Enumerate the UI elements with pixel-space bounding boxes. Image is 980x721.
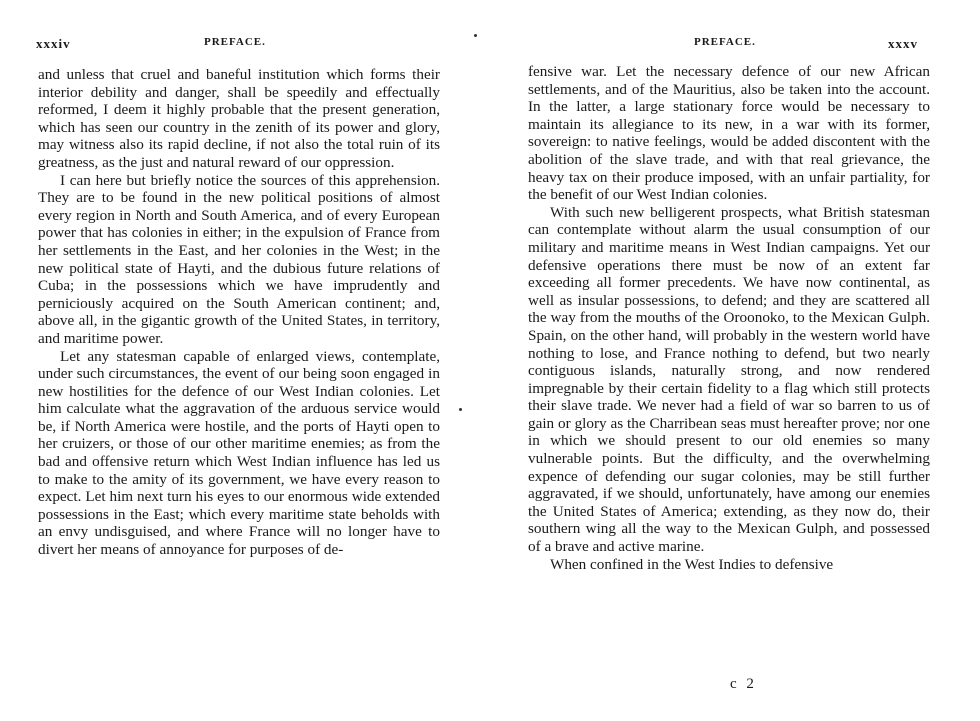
left-paragraph-1: and unless that cruel and baneful institution which forms their interior debility and danger, shall be speedily and effectually reformed, I deem it highly probable that the present generation, which has seen our country in the zenith of its power and glory, may witness also its rapid decline, if not also the total ruin of its greatness, as the just and natural reward of our oppression. (38, 66, 440, 171)
right-paragraph-1: fensive war. Let the necessary defence of our new African settlements, and of the Mauritius, also be taken into the account. In the latter, a large stationary force would be necessary to maintain its allegiance to its new, in a war with its former, sovereign: to native feelings, would be added discontent with the abolition of the slave trade, and with that real grievance, the heavy tax on their produce imposed, with an unfair partiality, for the benefit of our West Indian colonies. (528, 63, 930, 204)
gutter-speck (474, 34, 477, 37)
right-paragraph-2: With such new belligerent prospects, what British statesman can contemplate without alarm the usual consumption of our military and maritime means in West Indian campaigns. Yet our defensive operations there must be now of an extent far exceeding all former precedents. We have now continental, as well as insular possessions, to defend; and they are scattered all the way from the mouths of the Oroonoko, to the Mexican Gulph. Spain, on the other hand, will probably in the western world have nothing to lose, and France nothing to defend, but two nearly contiguous islands, naturally strong, and now rendered impregnable by their certain fidelity to a flag which still protects their slave trade. We never had a field of war so barren to us of gain or glory as the Charribean seas must hereafter prove; nor one in which we should present to our old enemies so many vulnerable points. But the difficulty, and the overwhelming expence of defending our sugar colonies, may be still further aggravated, if we should, unfortunately, have among our enemies the United States of America; extending, as they now do, their southern wing all the way to the Mexican Gulph, and possessed of a brave and active marine. (528, 203, 930, 556)
left-paragraph-2: I can here but briefly notice the sources of this apprehension. They are to be found in the new political positions of almost every region in North and South America, and of every European power that has colonies in either; in the expulsion of France from her settlements in the East, and her colonies in the West; in the new political state of Hayti, and the dubious future relations of Cuba; in the possessions which we have imprudently and perniciously acquired on the South American continent; and, above all, in the gigantic growth of the United States, in territory, and maritime power. (38, 171, 440, 347)
right-paragraph-3: When confined in the West Indies to defensive (550, 555, 834, 573)
left-running-head: PREFACE. (204, 36, 266, 48)
right-page (490, 0, 980, 721)
right-folio: xxxv (888, 36, 918, 51)
gutter-speck (459, 408, 462, 411)
left-body-text (38, 66, 440, 559)
left-paragraph-3: Let any statesman capable of enlarged views, contemplate, under such circumstances, the event of our being soon engaged in new hostilities for the defence of our West Indian colonies. Let him calculate what the aggravation of the arduous service would be, if North America were hostile, and the ports of Hayti open to her cruizers, or those of our other maritime enemies; as from the bad and offensive return which West Indian influence has led us to make to the amity of its government, we have every reason to expect. Let him next turn his eyes to our enormous wide extended possessions in the East; which every maritime state beholds with an envy undisguised, and where France will no longer have to divert her means of annoyance for purposes of de- (38, 347, 440, 559)
right-body-text (528, 63, 930, 573)
left-folio: xxxiv (36, 36, 71, 51)
signature-mark: c 2 (730, 676, 757, 692)
right-running-head: PREFACE. (694, 36, 756, 48)
